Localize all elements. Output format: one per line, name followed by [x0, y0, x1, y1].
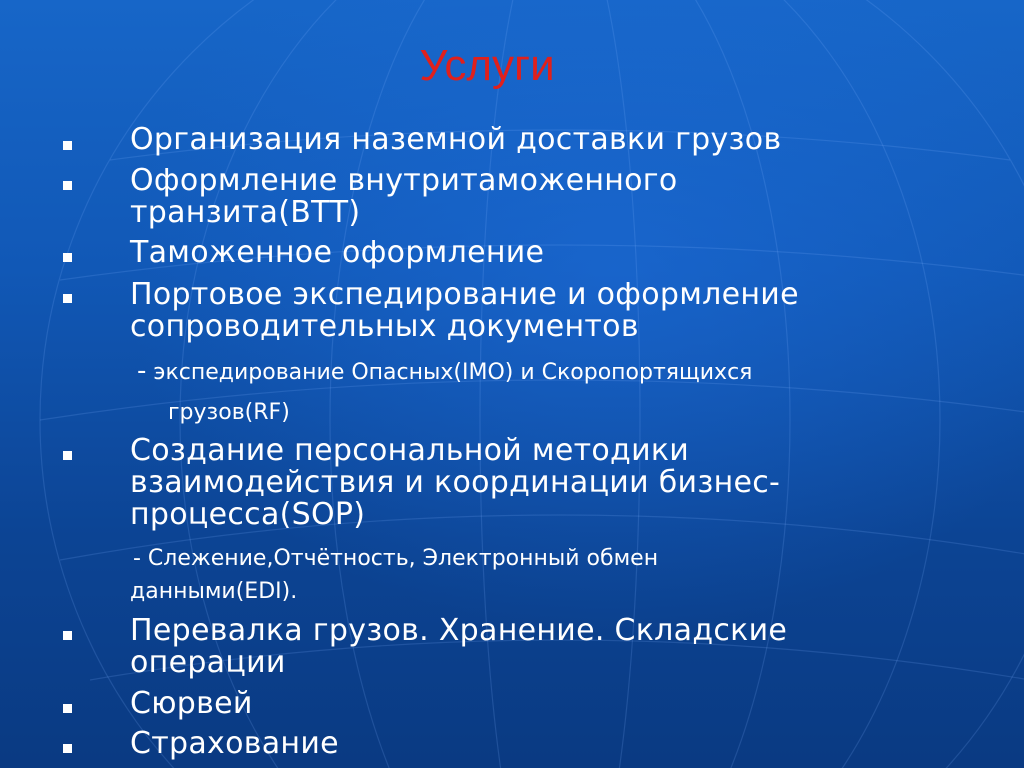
bullet-icon [63, 294, 72, 303]
bullet-icon [63, 253, 72, 262]
sub-item-text: экспедирование Опасных(IMO) и Скоропортящихся [146, 360, 753, 385]
sub-item-text: данными(EDI). [130, 579, 298, 604]
list-item-text: процесса(SOP) [130, 497, 366, 532]
list-item [130, 728, 990, 760]
slide-title: Услуги [419, 41, 555, 90]
bullet-icon [63, 704, 72, 713]
list-item-text: Перевалка грузов. Хранение. Складские [130, 613, 788, 648]
list-item [130, 688, 990, 720]
list-item-text: операции [130, 645, 286, 680]
bullet-icon [63, 181, 72, 190]
list-item [130, 615, 990, 679]
list-item-text: Сюрвей [130, 686, 253, 721]
list-item [130, 279, 990, 343]
list-item [130, 237, 990, 269]
sub-item [137, 356, 752, 388]
bullet-icon [63, 631, 72, 640]
sub-item [133, 544, 658, 574]
list-item-text: Оформление внутритаможенного [130, 163, 678, 198]
sub-item-text: - Слежение,Отчётность, Электронный обмен [133, 546, 659, 571]
list-item-text: Портовое экспедирование и оформление [130, 277, 799, 312]
bullet-icon [63, 451, 72, 460]
sub-item [130, 577, 297, 607]
list-item-text: транзита(ВТТ) [130, 195, 361, 230]
dash-icon: - [137, 356, 147, 386]
list-item-text: Организация наземной доставки грузов [130, 122, 782, 157]
list-item [130, 435, 990, 531]
list-item-text: сопроводительных документов [130, 309, 639, 344]
list-item [130, 165, 990, 229]
bullet-icon [63, 141, 72, 150]
list-item-text: взаимодействия и координации бизнес- [130, 465, 781, 500]
sub-item-text: грузов(RF) [168, 400, 290, 425]
list-item-text: Таможенное оформление [130, 235, 545, 270]
sub-item [168, 398, 290, 428]
list-item-text: Страхование [130, 726, 339, 761]
list-item-text: Создание персональной методики [130, 433, 690, 468]
bullet-icon [63, 744, 72, 753]
list-item [130, 124, 990, 156]
